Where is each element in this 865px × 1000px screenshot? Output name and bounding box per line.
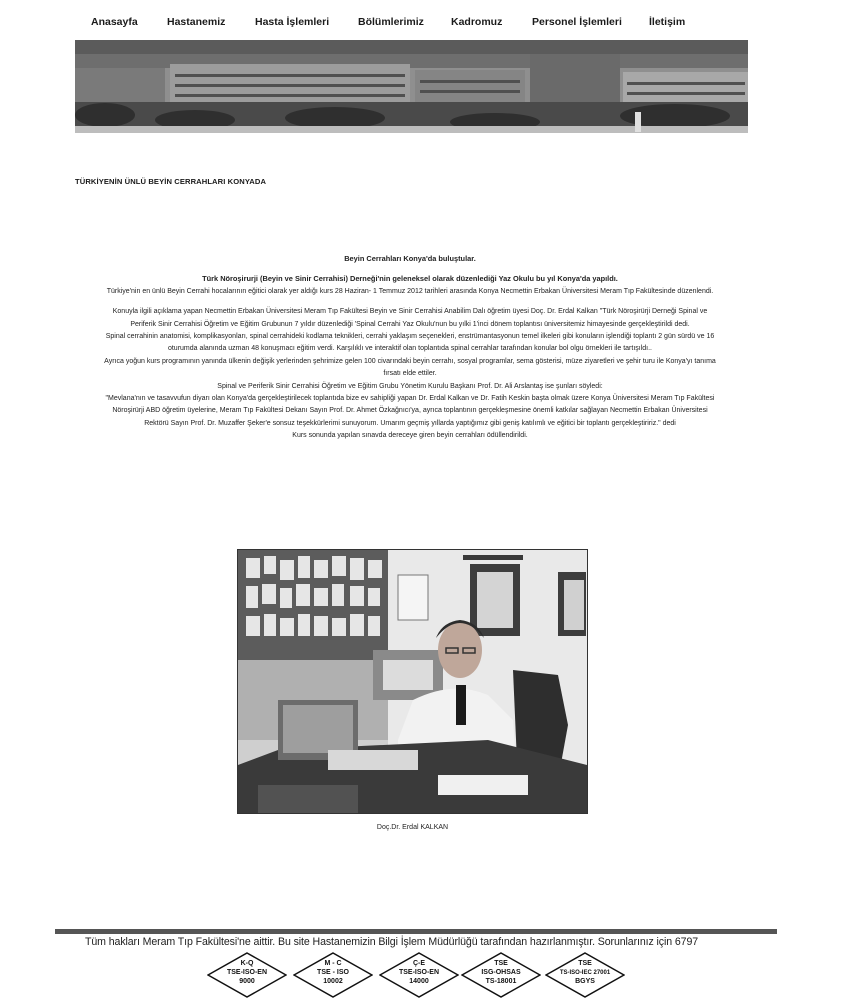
article-lead: Türk Nöroşirurji (Beyin ve Sinir Cerrahisi) Derneği'nin geleneksel olarak düzenlediği Yaz Okulu bu yıl Konya'da yapıldı. (202, 274, 618, 284)
footer-divider (55, 929, 777, 934)
nav-item-anasayfa[interactable]: Anasayfa (91, 16, 138, 28)
article-paragraph: Kurs sonunda yapılan sınavda dereceye giren beyin cerrahları ödüllendirildi. (292, 432, 528, 440)
header-banner-image (75, 40, 748, 133)
nav-item-iletisim[interactable]: İletişim (649, 16, 686, 28)
main-nav (75, 8, 747, 36)
nav-item-kadromuz[interactable]: Kadromuz (451, 16, 503, 28)
article-body (100, 253, 720, 443)
cert-badge: Ç-E TSE-ISO-EN 14000 (379, 952, 459, 998)
article-heading: Beyin Cerrahları Konya'da buluştular. (344, 254, 476, 263)
photo-caption: Doç.Dr. Erdal KALKAN (376, 824, 449, 831)
article-paragraph: Spinal cerrahinin anatomisi, komplikasyonları, spinal cerrahideki kodlama teknikleri, cerrahi yaklaşım seçenekleri, enstrümantasyonun temel ilkeleri gibi konuların işlendiği toplantı 2 gün sürdü ve 16 oturumda alanında uzman 48 konuşmacı eğitim verdi. Karşılıklı ve interaktif olan toplantıda spinal cerrahlar tarafından konular bol olgu örnekleri ile tartışıldı.. (105, 333, 715, 353)
spacer (100, 265, 720, 273)
article-paragraph: Ayrıca yoğun kurs programının yanında ülkenin değişik yerlerinden şehrimize gelen 100 civarındaki beyin cerrahı, sosyal programlar, sema gösterisi, müze ziyaretleri ve şehir turu ile Konya'yı tanıma fırsatı elde ettiler. (104, 357, 716, 378)
page-title: TÜRKİYENİN ÜNLÜ BEYİN CERRAHLARI KONYADA (75, 177, 267, 186)
cert-badge: TSE TS-ISO-IEC 27001 BGYS (545, 952, 625, 998)
cert-badge: TSE ISG-OHSAS TS-18001 (461, 952, 541, 998)
article-paragraph: "Mevlana'nın ve tasavvufun diyarı olan Konya'da gerçekleştirilecek toplantıda bize ev sahipliği yapan Dr. Erdal Kalkan ve Dr. Fatih Keskin başta olmak üzere Konya Üniversitesi Meram Tıp Fakültesi Nöroşirürji ABD öğretim üyelerine, Meram Tıp Fakültesi Dekanı Sayın Prof. Dr. Ahmet Özkağnıcı'ya, ayrıca toplantının gerçekleşmesine önemli katkılar sağlayan Necmettin Erbakan Üniversitesi Rektörü Sayın Prof. Dr. Muzaffer Şeker'e sonsuz teşekkürlerimi sunuyorum. Umarım geçmiş yıllarda yaptığımız gibi geniş katılımlı ve eğitici bir toplantı gerçekleştiririz." dedi (105, 395, 715, 427)
nav-item-bolumlerimiz[interactable]: Bölümlerimiz (358, 16, 424, 28)
footer-copyright: Tüm hakları Meram Tıp Fakültesi'ne aittir. Bu site Hastanemizin Bilgi İşlem Müdürlüğü tarafından hazırlanmıştır. Sorunlarınız için 6797 (85, 936, 699, 948)
spacer (100, 298, 720, 306)
article-paragraph: Konuyla ilgili açıklama yapan Necmettin Erbakan Üniversitesi Meram Tıp Fakültesi Beyin ve Sinir Cerrahisi Anabilim Dalı öğretim üyesi Doç. Dr. Erdal Kalkan "Türk Nöroşirürji Derneği Spinal ve Periferik Sinir Cerrahisi Öğretim ve Eğitim Grubunun 7 yıldır düzenlediği 'Spinal Cerrahi Yaz Okulu'nun bu yılki 1'inci dönem toplantısı üniversitemiz himayesinde gerçekleştirildi dedi. (112, 308, 708, 328)
nav-item-hasta-islemleri[interactable]: Hasta İşlemleri (255, 16, 330, 28)
nav-item-personel-islemleri[interactable]: Personel İşlemleri (532, 16, 622, 28)
doctor-photo (237, 549, 588, 814)
nav-item-hastanemiz[interactable]: Hastanemiz (167, 16, 226, 28)
cert-badge: K-Q TSE-ISO-EN 9000 (207, 952, 287, 998)
article-paragraph: Spinal ve Periferik Sinir Cerrahisi Öğretim ve Eğitim Grubu Yönetim Kurulu Başkanı Prof. Dr. Ali Arslantaş ise şunları söyledi: (217, 382, 603, 390)
cert-badge: M - C TSE - ISO 10002 (293, 952, 373, 998)
article-paragraph: Türkiye'nin en ünlü Beyin Cerrahi hocalarının eğitici olarak yer aldığı kurs 28 Haziran- 1 Temmuz 2012 tarihleri arasında Konya Necmettin Erbakan Üniversitesi Meram Tıp Fakültesinde düzenlendi. (106, 287, 714, 295)
certification-badges (207, 952, 627, 998)
